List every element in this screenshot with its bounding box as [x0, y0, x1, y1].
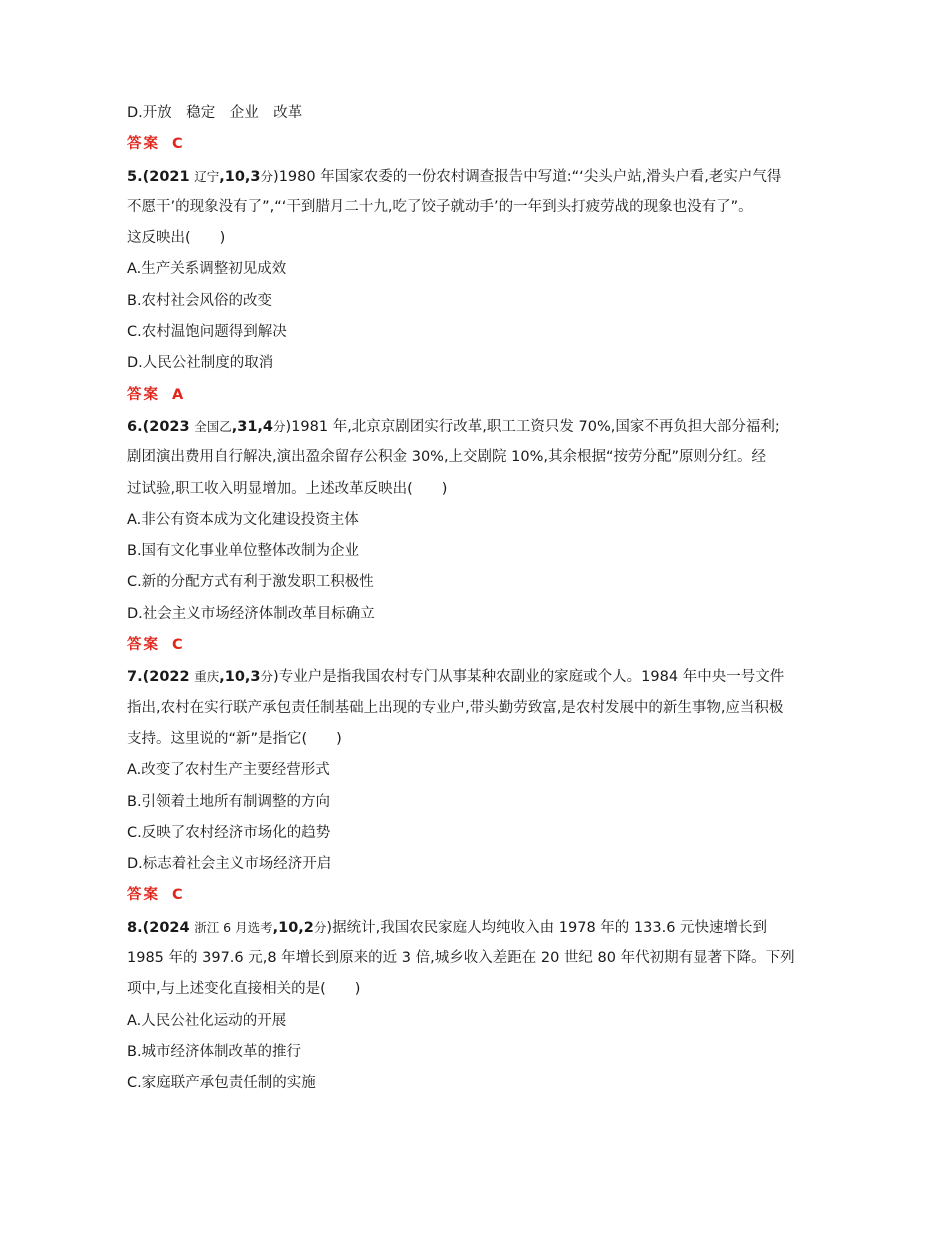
q5-stem-text: )1980 年国家农委的一份农村调查报告中写道:“‘尖头户站,滑头户看,老实户气得: [273, 168, 782, 185]
q8-option-a: A.人民公社化运动的开展: [127, 1012, 287, 1029]
q6-stem-line-1: [127, 411, 827, 442]
q8-stem-line-3: 项中,与上述变化直接相关的是( ): [127, 981, 361, 998]
q7-stem-line-2: 指出,农村在实行联产承包责任制基础上出现的专业户,带头勤劳致富,是农村发展中的新生事物,应当积极: [127, 699, 784, 716]
q6-option-b: B.国有文化事业单位整体改制为企业: [127, 543, 360, 560]
answer-label: 答案: [127, 136, 160, 153]
q8-option-b: B.城市经济体制改革的推行: [127, 1043, 302, 1060]
q8-stem-line-1: [127, 912, 827, 943]
q6-option-c: C.新的分配方式有利于激发职工积极性: [127, 574, 374, 591]
q6-source-suffix: 分: [273, 418, 286, 434]
q6-option-d: D.社会主义市场经济体制改革目标确立: [127, 605, 375, 622]
q7-stem-text: )专业户是指我国农村专门从事某种农副业的家庭或个人。1984 年中央一号文件: [273, 669, 785, 686]
answer-value: C: [172, 887, 183, 904]
q7-option-c: C.反映了农村经济市场化的趋势: [127, 824, 331, 841]
q5-stem-line-1: [127, 161, 827, 192]
q5-source-suffix: 分: [260, 168, 274, 184]
q8-stem-line-2: 1985 年的 397.6 元,8 年增长到原来的近 3 倍,城乡收入差距在 20 世纪 80 年代初期有显著下降。下列: [127, 950, 795, 967]
q5-stem-line-3: 这反映出( ): [127, 230, 226, 247]
q6-option-a: A.非公有资本成为文化建设投资主体: [127, 511, 359, 528]
q6-stem-line-3: 过试验,职工收入明显增加。上述改革反映出( ): [127, 480, 448, 497]
q7-answer: [127, 880, 827, 911]
answer-label: 答案: [127, 386, 160, 403]
q7-number: 7.(2022: [127, 669, 190, 686]
answer-value: C: [172, 637, 183, 654]
answer-value: C: [172, 136, 183, 153]
q7-stem-line-3: 支持。这里说的“新”是指它( ): [127, 730, 342, 747]
q5-source: 辽宁: [194, 168, 220, 184]
answer-label: 答案: [127, 637, 160, 654]
q5-meta: ,10,3: [219, 168, 261, 185]
q8-option-c: C.家庭联产承包责任制的实施: [127, 1075, 316, 1092]
q8-stem-text: )据统计,我国农民家庭人均纯收入由 1978 年的 133.6 元快速增长到: [326, 919, 768, 936]
answer-label: 答案: [127, 887, 160, 904]
q6-answer: [127, 630, 827, 661]
answer-value: A: [172, 386, 184, 403]
q4-answer: [127, 129, 827, 160]
q5-stem-line-2: 不愿干’的现象没有了”,“‘干到腊月二十九,吃了饺子就动手’的一年到头打疲劳战的现象也没有了”。: [127, 198, 753, 215]
q8-source: 浙江 6 月选考: [194, 919, 273, 935]
q5-answer: [127, 380, 827, 411]
q7-option-a: A.改变了农村生产主要经营形式: [127, 762, 330, 779]
q8-meta: ,10,2: [272, 919, 314, 936]
q6-meta: ,31,4: [231, 418, 274, 435]
q6-stem-line-2: 剧团演出费用自行解决,演出盈余留存公积金 30%,上交剧院 10%,其余根据“按劳分配”原则分红。经: [127, 449, 767, 466]
q8-number: 8.(2024: [127, 919, 190, 936]
q6-source: 全国乙: [194, 418, 232, 434]
q7-meta: ,10,3: [219, 669, 261, 686]
q7-option-b: B.引领着土地所有制调整的方向: [127, 793, 331, 810]
document-page: [127, 98, 827, 1100]
q5-number: 5.(2021: [127, 168, 190, 185]
q5-option-b: B.农村社会风俗的改变: [127, 292, 273, 309]
q7-source: 重庆: [194, 669, 220, 685]
q5-option-a: A.生产关系调整初见成效: [127, 261, 287, 278]
q7-source-suffix: 分: [260, 669, 274, 685]
q6-stem-text: )1981 年,北京京剧团实行改革,职工工资只发 70%,国家不再负担大部分福利;: [285, 418, 780, 435]
q5-option-c: C.农村温饱问题得到解决: [127, 324, 287, 341]
q4-option-d: D.开放 稳定 企业 改革: [127, 105, 303, 121]
q8-source-suffix: 分: [313, 919, 327, 935]
q7-stem-line-1: [127, 661, 827, 692]
q6-number: 6.(2023: [127, 418, 190, 435]
q5-option-d: D.人民公社制度的取消: [127, 355, 274, 372]
q7-option-d: D.标志着社会主义市场经济开启: [127, 856, 332, 873]
